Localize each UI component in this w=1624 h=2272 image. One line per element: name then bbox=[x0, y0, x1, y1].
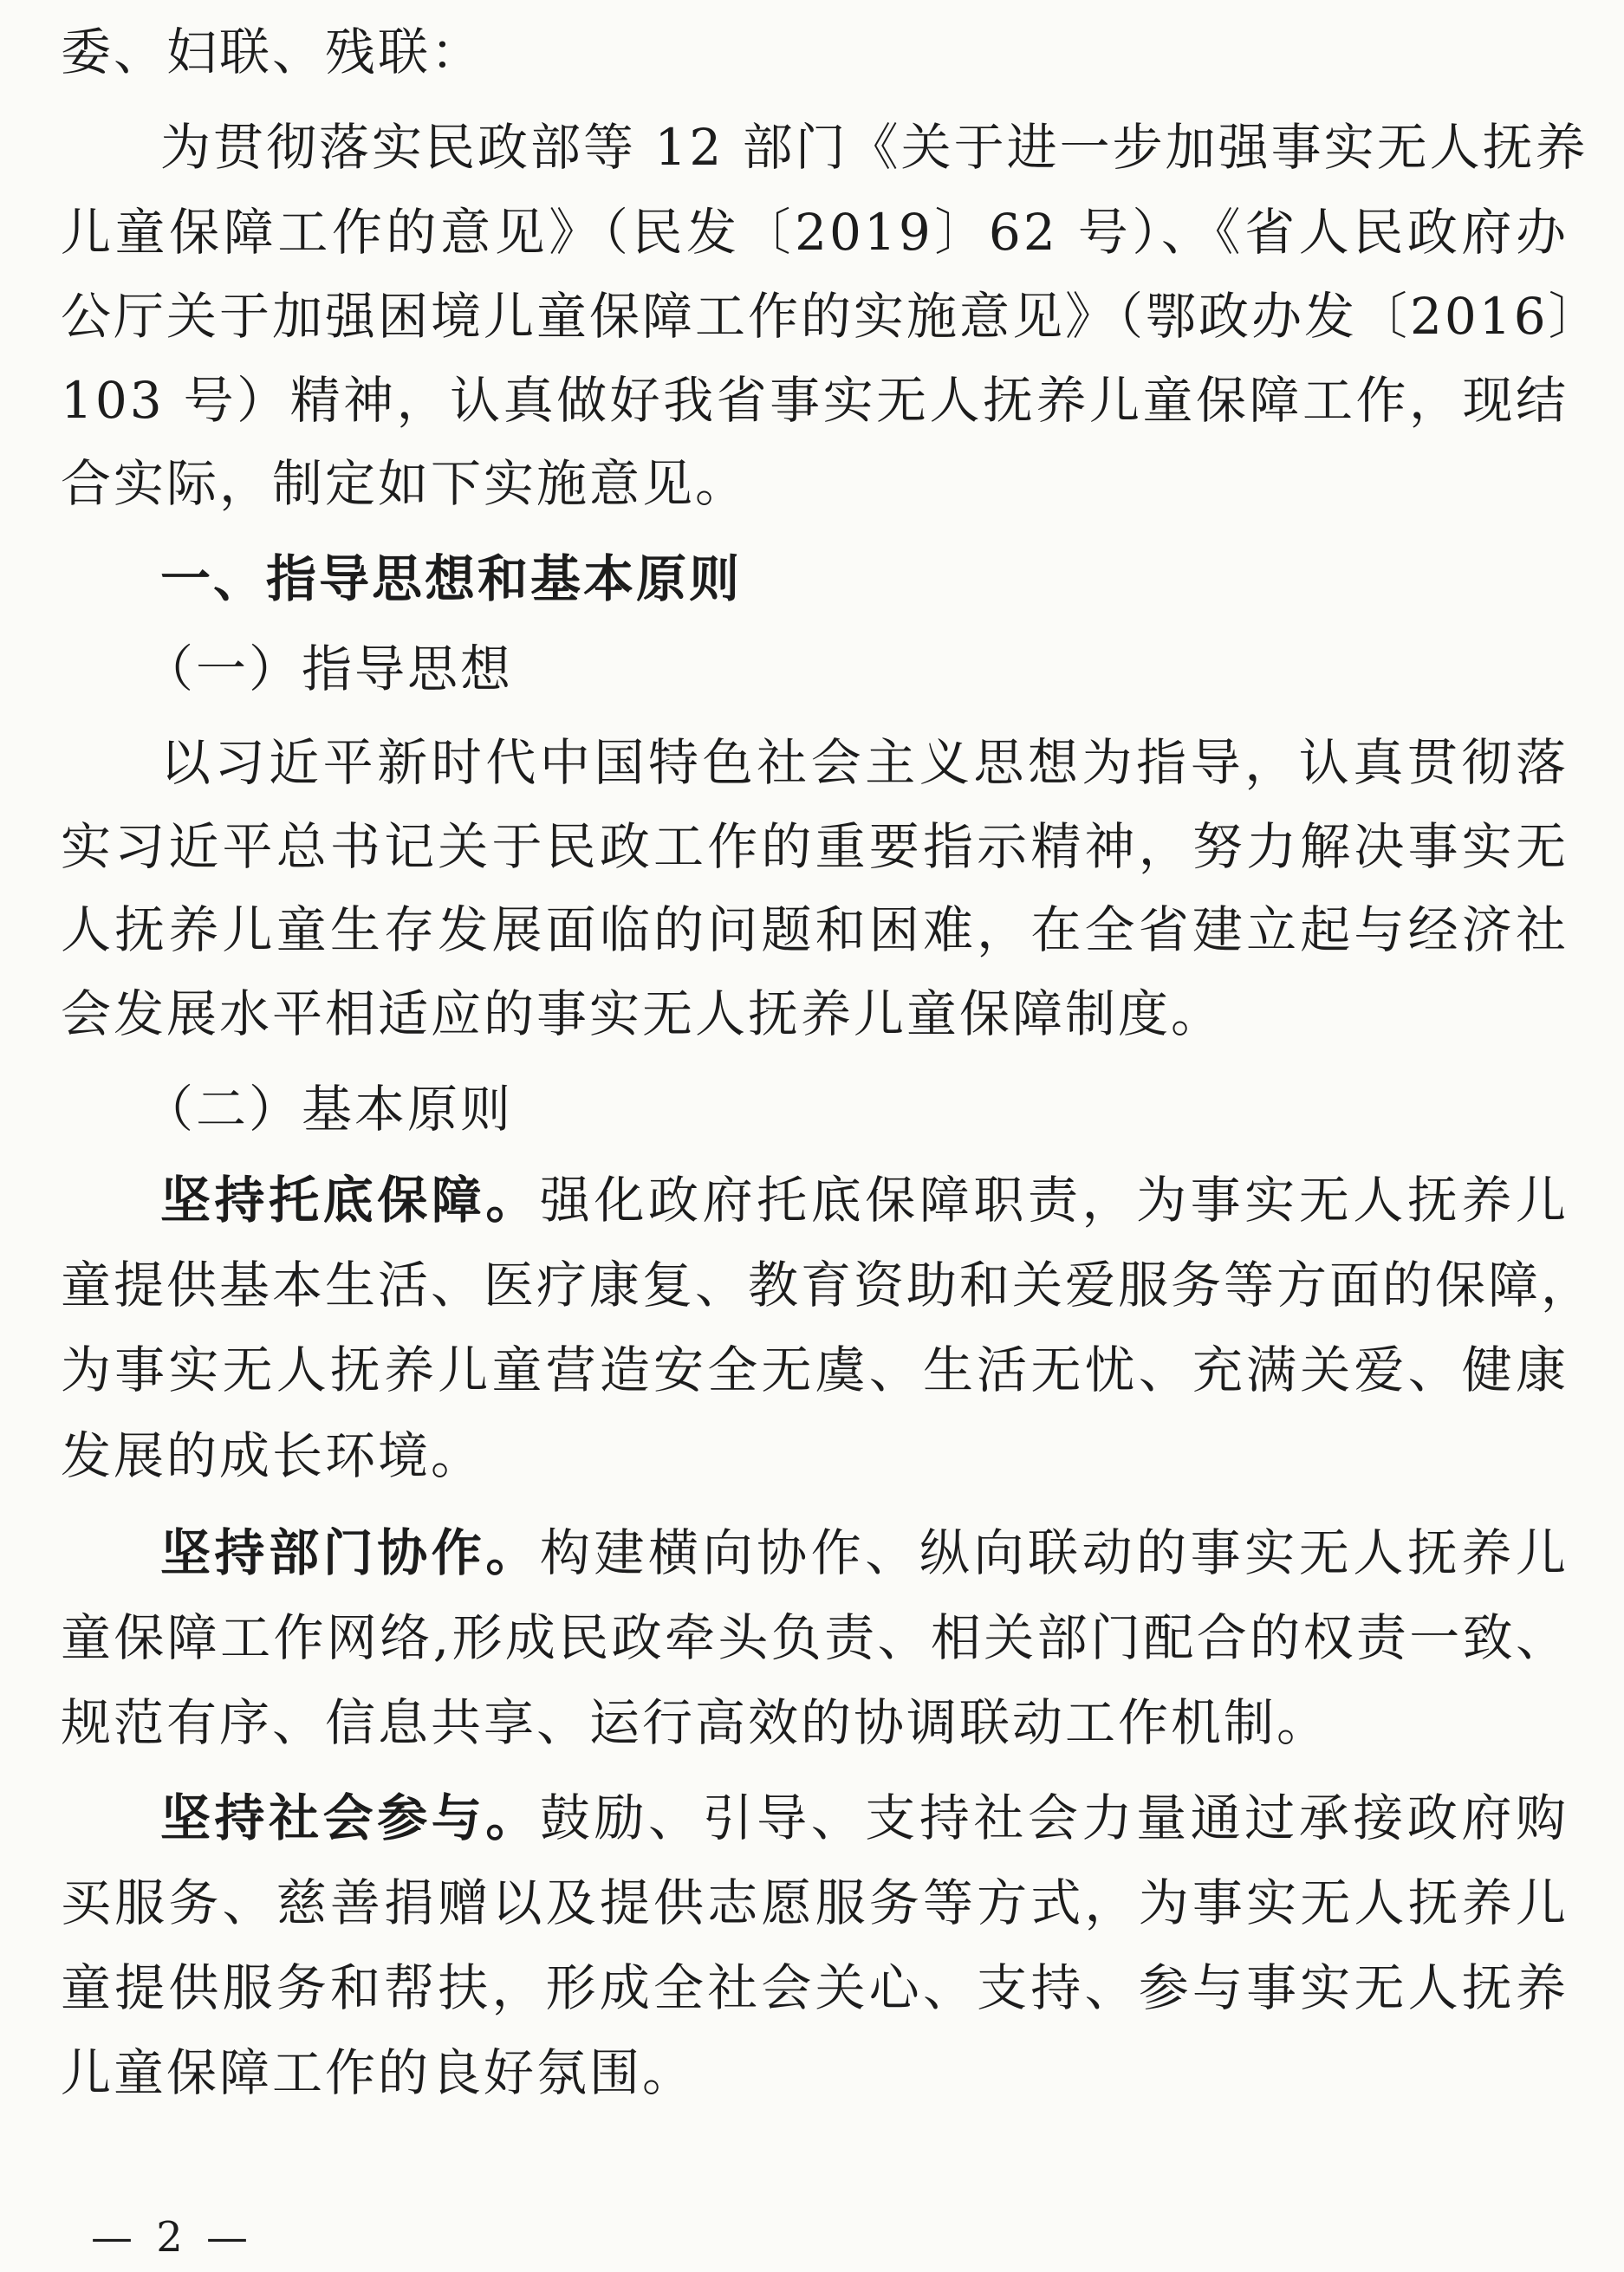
guiding-line-2: 实习近平总书记关于民政工作的重要指示精神，努力解决事实无 bbox=[61, 817, 1569, 876]
principle-2-title: 坚持部门协作。 bbox=[160, 1523, 540, 1582]
intro-line-2: 儿童保障工作的意见》（民发〔2019〕62 号）、《省人民政府办 bbox=[61, 203, 1569, 262]
principle-2-first-rest: 构建横向协作、纵向联动的事实无人抚养儿 bbox=[539, 1523, 1569, 1582]
subsection-1-heading: （一）指导思想 bbox=[143, 639, 514, 698]
page-number: — 2 — bbox=[91, 2213, 254, 2262]
principle-1-line-4: 发展的成长环境。 bbox=[61, 1426, 484, 1485]
principle-2-first-line bbox=[160, 1518, 1569, 1587]
intro-line-1: 为贯彻落实民政部等 12 部门《关于进一步加强事实无人抚养 bbox=[160, 118, 1588, 177]
subsection-2-heading: （二）基本原则 bbox=[143, 1080, 514, 1139]
principle-2-line-2: 童保障工作网络,形成民政牵头负责、相关部门配合的权责一致、 bbox=[61, 1608, 1569, 1667]
intro-line-5: 合实际，制定如下实施意见。 bbox=[61, 454, 749, 513]
principle-3-line-3: 童提供服务和帮扶，形成全社会关心、支持、参与事实无人抚养 bbox=[61, 1958, 1569, 2017]
intro-line-4: 103 号）精神，认真做好我省事实无人抚养儿童保障工作，现结 bbox=[61, 371, 1569, 430]
guiding-line-4: 会发展水平相适应的事实无人抚养儿童保障制度。 bbox=[61, 984, 1224, 1043]
principle-1-line-2: 童提供基本生活、医疗康复、教育资助和关爱服务等方面的保障， bbox=[61, 1256, 1595, 1315]
guiding-line-1: 以习近平新时代中国特色社会主义思想为指导，认真贯彻落 bbox=[160, 733, 1569, 792]
principle-1-title: 坚持托底保障。 bbox=[160, 1171, 540, 1230]
salutation-end-line: 委、妇联、残联： bbox=[61, 23, 484, 81]
principle-1-first-rest: 强化政府托底保障职责，为事实无人抚养儿 bbox=[539, 1171, 1569, 1230]
principle-1-line-3: 为事实无人抚养儿童营造安全无虞、生活无忧、充满关爱、健康 bbox=[61, 1340, 1569, 1399]
principle-2-line-3: 规范有序、信息共享、运行高效的协调联动工作机制。 bbox=[61, 1693, 1330, 1752]
principle-3-line-4: 儿童保障工作的良好氛围。 bbox=[61, 2043, 696, 2102]
section-1-heading: 一、指导思想和基本原则 bbox=[160, 549, 743, 608]
principle-3-first-rest: 鼓励、引导、支持社会力量通过承接政府购 bbox=[539, 1788, 1569, 1847]
principle-3-title: 坚持社会参与。 bbox=[160, 1788, 540, 1847]
guiding-line-3: 人抚养儿童生存发展面临的问题和困难，在全省建立起与经济社 bbox=[61, 900, 1569, 959]
intro-line-3: 公厅关于加强困境儿童保障工作的实施意见》（鄂政办发〔2016〕 bbox=[61, 287, 1601, 346]
principle-3-first-line bbox=[160, 1783, 1569, 1853]
principle-3-line-2: 买服务、慈善捐赠以及提供志愿服务等方式，为事实无人抚养儿 bbox=[61, 1873, 1569, 1932]
principle-1-first-line bbox=[160, 1165, 1569, 1235]
